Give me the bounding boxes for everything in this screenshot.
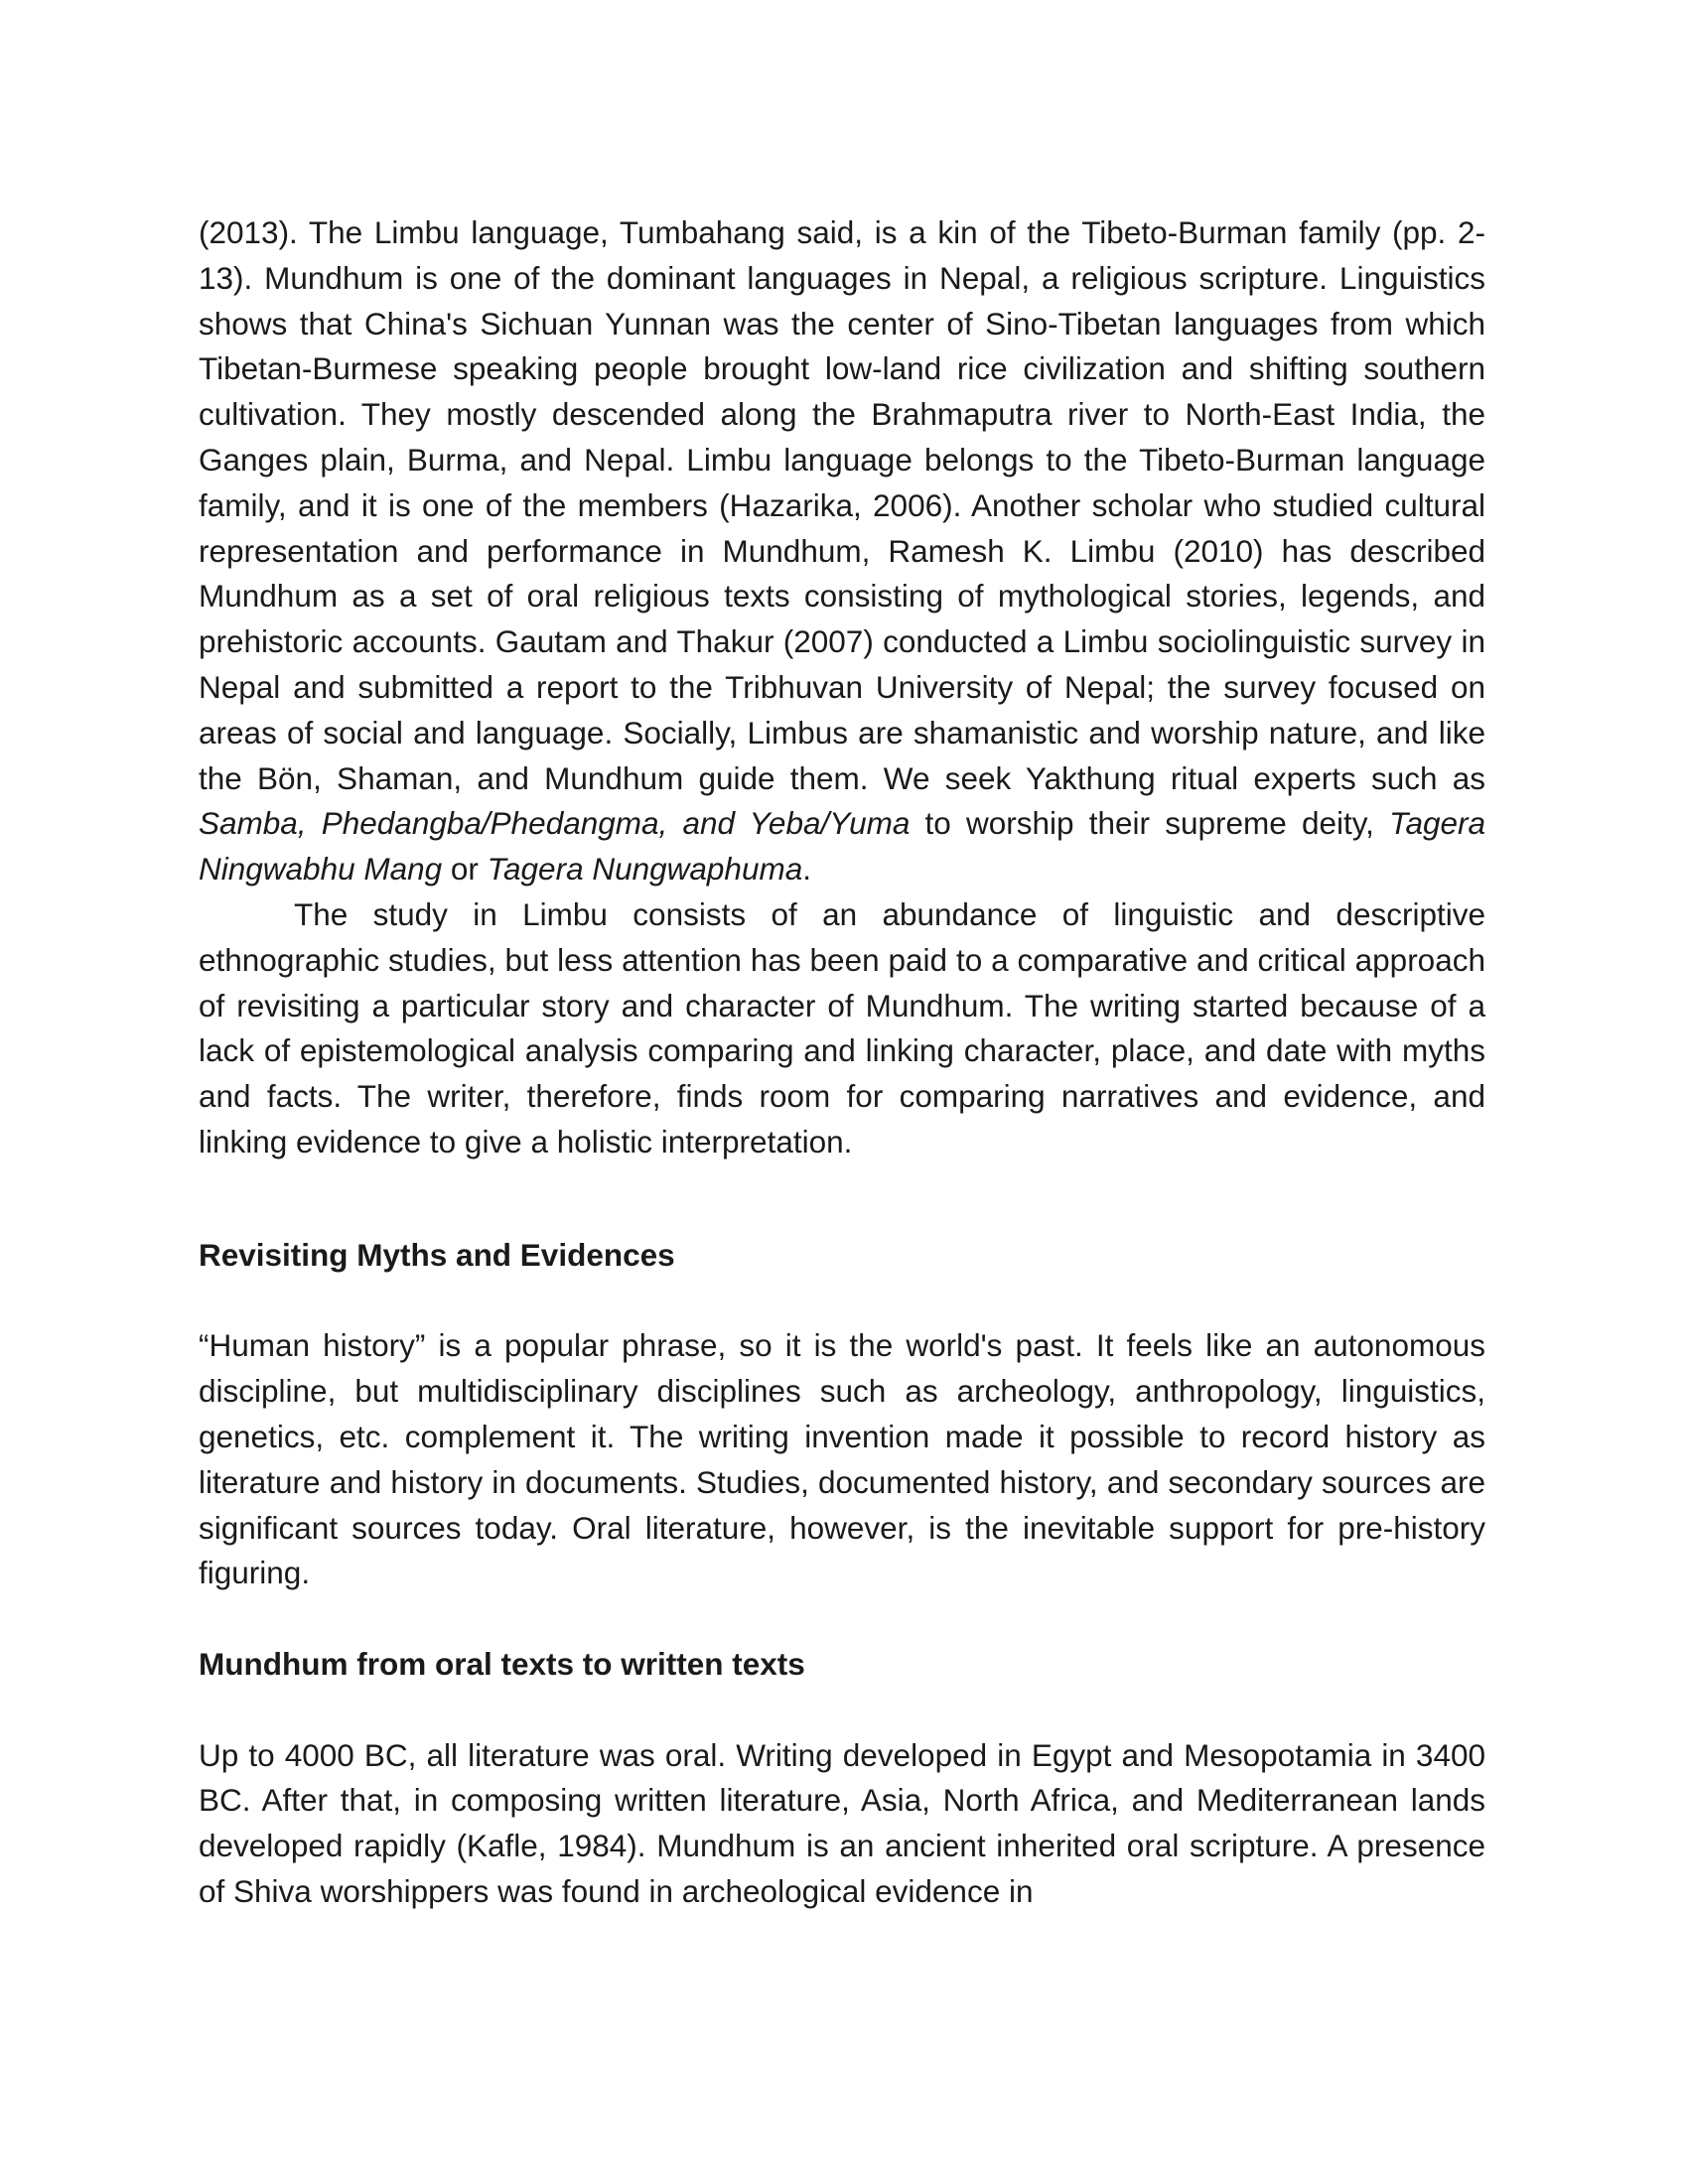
section-heading-oral-to-written: Mundhum from oral texts to written texts xyxy=(199,1645,805,1682)
paragraph-text: (2013). The Limbu language, Tumbahang said, is a kin of the Tibeto-Burman family (pp. 2-13). Mundhum is one of the dominant languages in Nepal, a religious scripture. Linguistics shows that China's Sichuan Yunnan was the center of Sino-Tibetan languages from which Tibetan-Burmese speaking people brought low-land rice civilization and shifting southern cultivation. They mostly descended along the Brahmaputra river to North-East India, the Ganges plain, Burma, and Nepal. Limbu language belongs to the Tibeto-Burman language family, and it is one of the members (Hazarika, 2006). Another scholar who studied cultural representation and performance in Mundhum, Ramesh K. Limbu (2010) has described Mundhum as a set of oral religious texts consisting of mythological stories, legends, and prehistoric accounts. Gautam and Thakur (2007) conducted a Limbu sociolinguistic survey in Nepal and submitted a report to the Tribhuvan University of Nepal; the survey focused on areas of social and language. Socially, Limbus are shamanistic and worship nature, and like the Bön, Shaman, and Mundhum guide them. We seek Yakthung ritual experts such as xyxy=(199,214,1485,796)
deity-name-italic: Tagera Ningwabhu Mang xyxy=(199,805,1486,887)
paragraph-limbu-language xyxy=(199,210,1485,892)
paragraph-human-history: “Human history” is a popular phrase, so it is the world's past. It feels like an autonomous discipline, but multidisciplinary disciplines such as archeology, anthropology, linguistics, genetics, etc. complement it. The writing invention made it possible to record history as literature and history in documents. Studies, documented history, and secondary sources are significant sources today. Oral literature, however, is the inevitable support for pre-history figuring. xyxy=(199,1327,1485,1591)
spacer xyxy=(199,1688,1485,1733)
paragraph-oral-literature: Up to 4000 BC, all literature was oral. Writing developed in Egypt and Mesopotamia in 3400 BC. After that, in composing written literature, Asia, North Africa, and Mediterranean lands developed rapidly (Kafle, 1984). Mundhum is an ancient inherited oral scripture. A presence of Shiva worshippers was found in archeological evidence in xyxy=(199,1736,1485,1909)
ritual-experts-italic: Samba, Phedangba/Phedangma, and Yeba/Yuma xyxy=(199,805,911,842)
spacer xyxy=(199,1279,1485,1324)
spacer xyxy=(199,1165,1485,1233)
paragraph-text: . xyxy=(802,851,811,887)
document-page xyxy=(199,210,1485,1915)
paragraph-text: or xyxy=(442,851,488,887)
deity-name-italic: Tagera Nungwaphuma xyxy=(487,851,803,887)
section-heading-revisiting-myths: Revisiting Myths and Evidences xyxy=(199,1236,675,1273)
paragraph-text: to worship their supreme deity, xyxy=(910,805,1390,842)
spacer xyxy=(199,1596,1485,1642)
paragraph-study-in-limbu: The study in Limbu consists of an abundance of linguistic and descriptive ethnographic studies, but less attention has been paid to a comparative and critical approach of revisiting a particular story and character of Mundhum. The writing started because of a lack of epistemological analysis comparing and linking character, place, and date with myths and facts. The writer, therefore, finds room for comparing narratives and evidence, and linking evidence to give a holistic interpretation. xyxy=(199,895,1485,1160)
